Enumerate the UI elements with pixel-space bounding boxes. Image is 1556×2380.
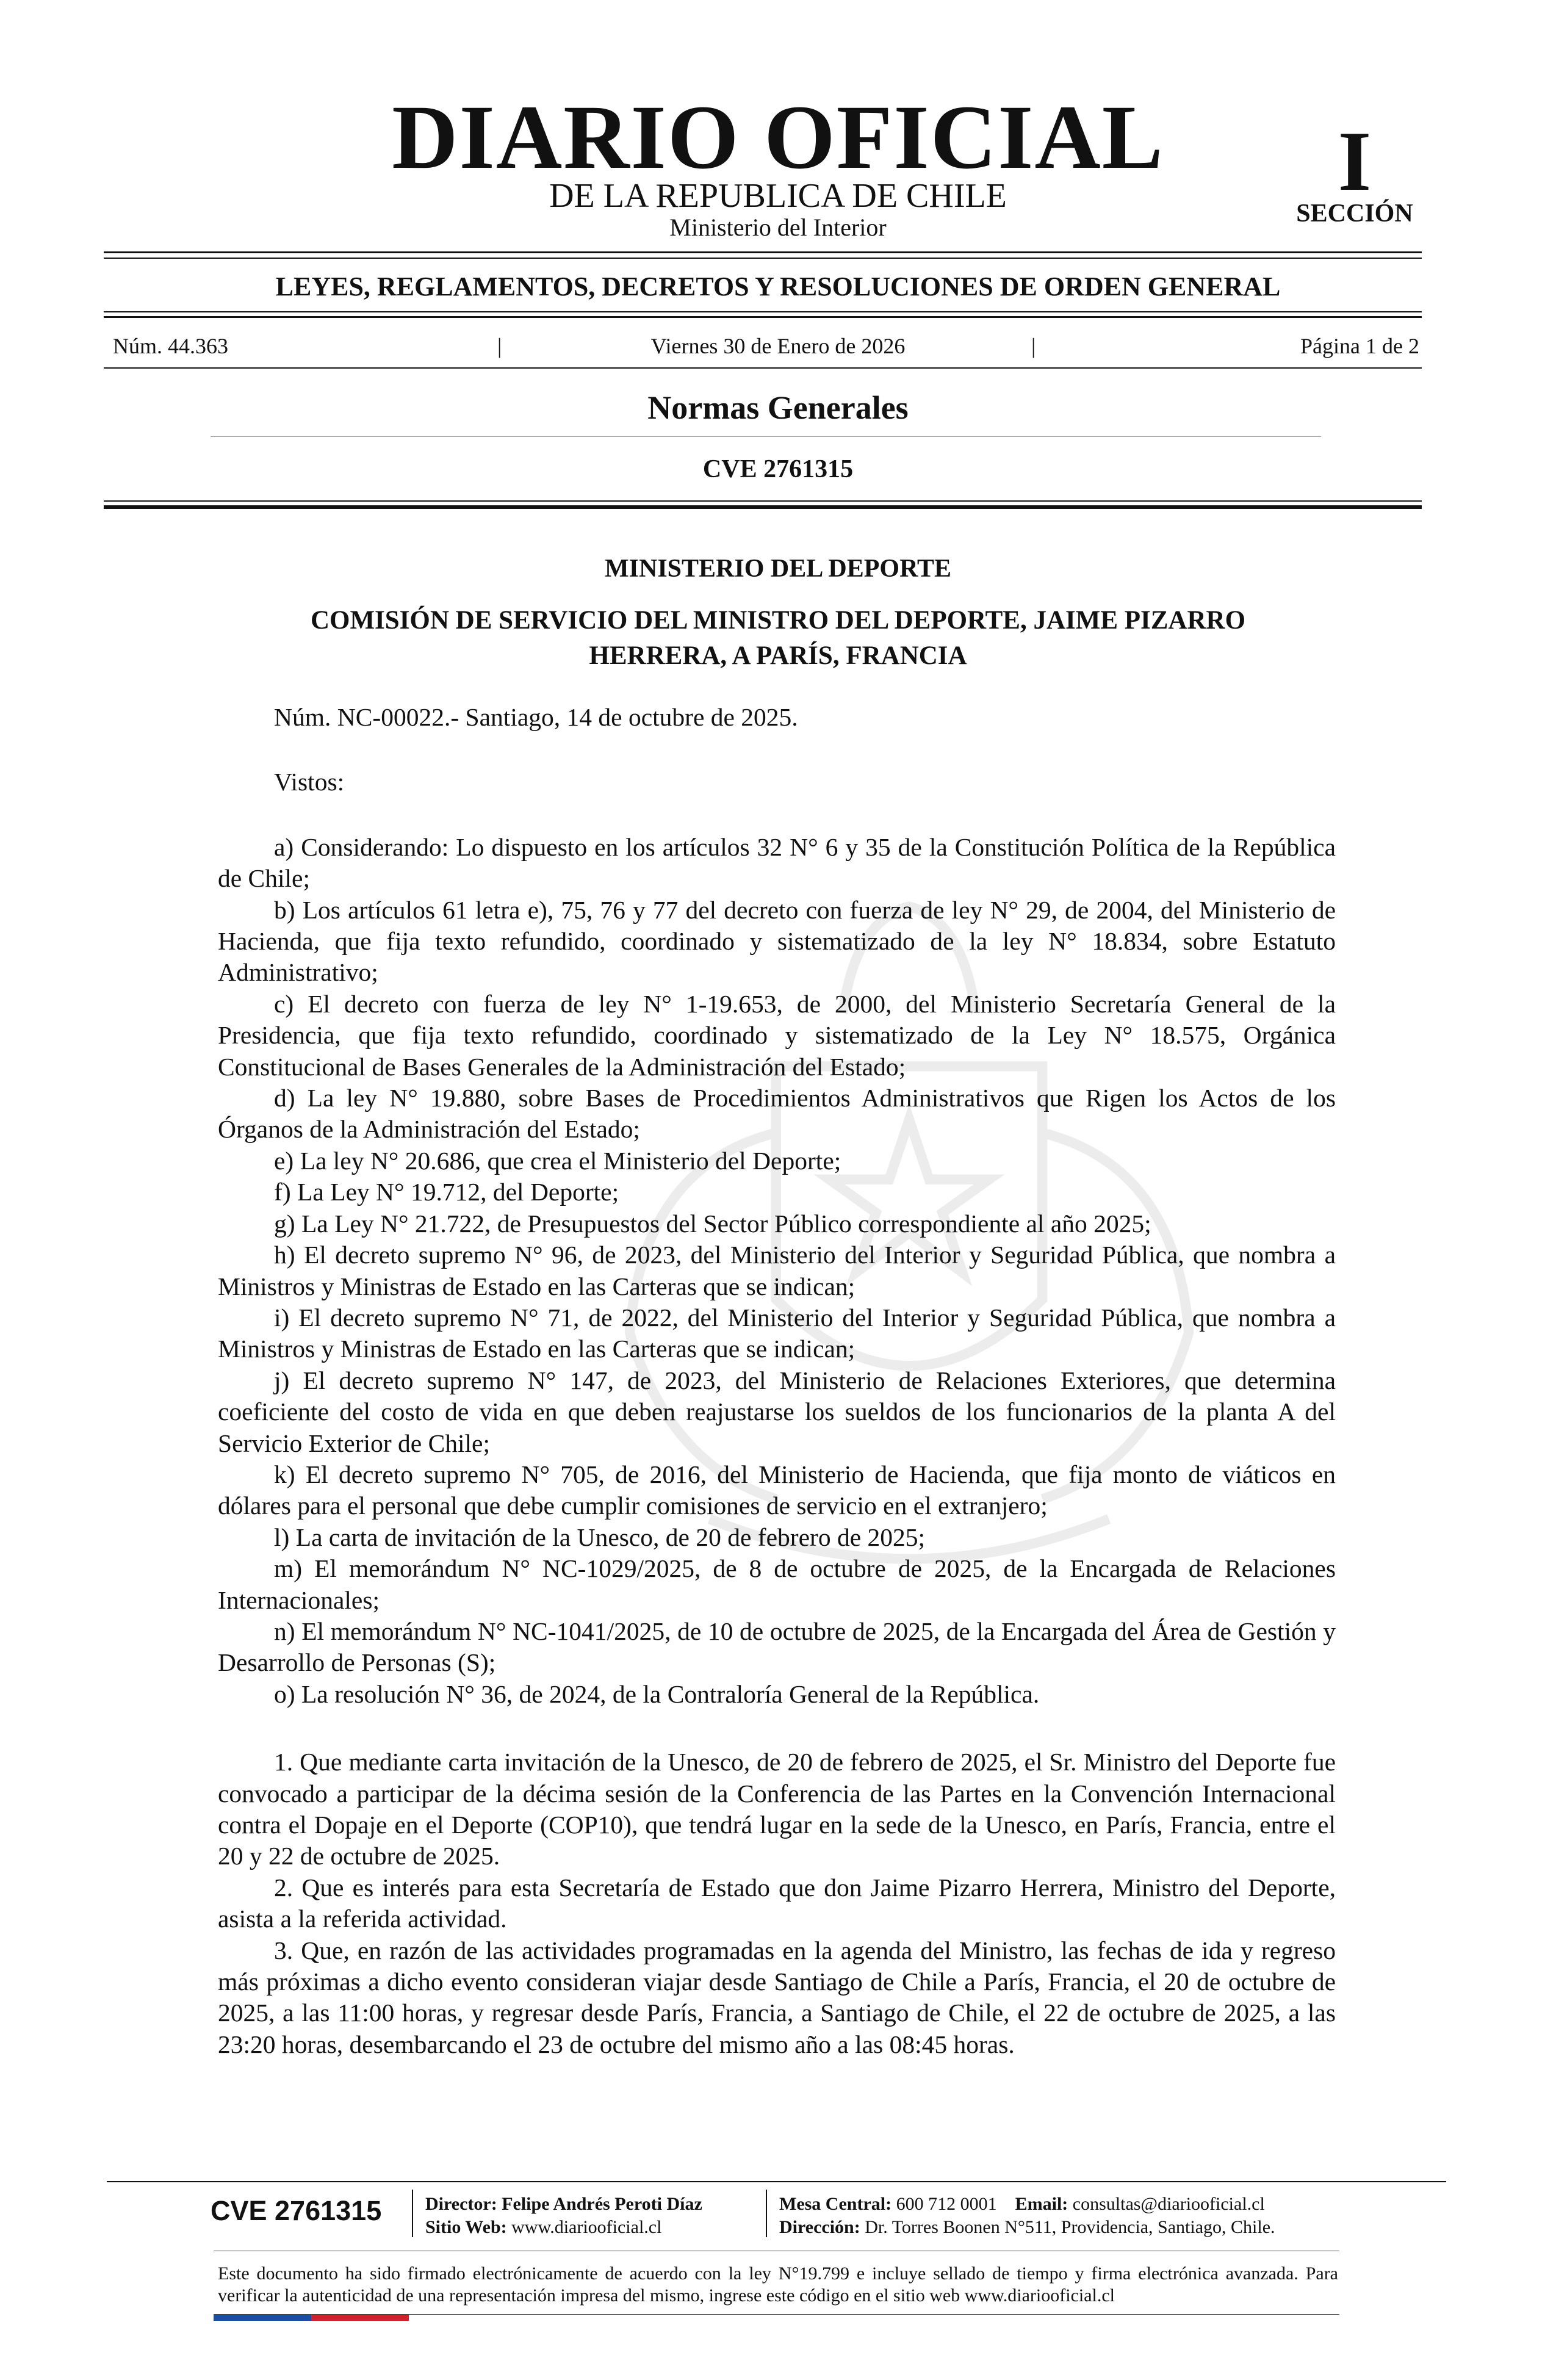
masthead-subtitle: DE LA REPUBLICA DE CHILE bbox=[549, 177, 1007, 215]
considerando-item: 2. Que es interés para esta Secretaría de Estado que don Jaime Pizarro Herrera, Ministro del Deporte, asista a la referida actividad. bbox=[218, 1873, 1336, 1933]
banner-rule-thin bbox=[104, 311, 1422, 312]
legal-notice: Este documento ha sido firmado electrónicamente de acuerdo con la ley N°19.799 e incluye sellado de tiempo y firma electrónica avanzada. Para verificar la autenticidad de una representación impresa del mismo, ingrese este código en el sitio web www.diariooficial.cl bbox=[218, 2263, 1338, 2306]
decree-title: COMISIÓN DE SERVICIO DEL MINISTRO DEL DEPORTE, JAIME PIZARRO HERRERA, A PARÍS, FRANCIA bbox=[310, 606, 1246, 670]
section-label: SECCIÓN bbox=[1296, 200, 1413, 228]
vistos-label: Vistos: bbox=[274, 768, 345, 796]
meta-separator: | bbox=[497, 334, 502, 358]
masthead-ministry: Ministerio del Interior bbox=[669, 214, 887, 241]
director-name: Felipe Andrés Peroti Díaz bbox=[502, 2194, 702, 2214]
flag-stripe bbox=[214, 2315, 409, 2321]
considerando-item: 3. Que, en razón de las actividades programadas en la agenda del Ministro, las fechas de ida y regreso más próximas a dicho evento consideran viajar desde Santiago de Chile a París, Francia, el 20 de octubre de 2025, a las 11:00 horas, y regresar desde París, Francia, a Santiago de Chile, el 22 de octubre de 2025, a las 23:20 horas, desembarcando el 23 de octubre del mismo año a las 08:45 horas. bbox=[218, 1936, 1336, 2058]
vistos-item: m) El memorándum N° NC-1029/2025, de 8 de octubre de 2025, de la Encargada de Relaciones Internacionales; bbox=[218, 1554, 1336, 1614]
cve-rule bbox=[104, 505, 1422, 509]
vistos-item: j) El decreto supremo N° 147, de 2023, del Ministerio de Relaciones Exteriores, que determina coeficiente del costo de vida en que deben reajustarse los sueldos de los funcionarios de la planta A del Servicio Exterior de Chile; bbox=[218, 1366, 1336, 1457]
vistos-item: d) La ley N° 19.880, sobre Bases de Procedimientos Administrativos que Rigen los Actos de los Órganos de la Administración del Estado; bbox=[218, 1084, 1336, 1144]
vistos-item: k) El decreto supremo N° 705, de 2016, del Ministerio de Hacienda, que fija monto de viáticos en dólares para el personal que debe cumplir comisiones de servicio en el extranjero; bbox=[218, 1460, 1336, 1520]
vistos-item: b) Los artículos 61 letra e), 75, 76 y 77 del decreto con fuerza de ley N° 29, de 2004, del Ministerio de Hacienda, que fija texto refundido, coordinado y sistematizado de la ley N° 18.834, sobre Estatuto Administrativo; bbox=[218, 895, 1336, 987]
phone-number: 600 712 0001 bbox=[896, 2194, 997, 2214]
address-label: Dirección: bbox=[779, 2217, 860, 2237]
meta-rule bbox=[104, 367, 1422, 369]
section-banner: LEYES, REGLAMENTOS, DECRETOS Y RESOLUCIONES DE ORDEN GENERAL bbox=[275, 272, 1281, 301]
section-title-rule bbox=[211, 436, 1321, 437]
footer-divider bbox=[766, 2190, 767, 2237]
masthead: DIARIO OFICIAL bbox=[392, 87, 1164, 188]
vistos-item: f) La Ley N° 19.712, del Deporte; bbox=[274, 1178, 619, 1206]
footer-cve-code: CVE 2761315 bbox=[211, 2195, 382, 2226]
page-indicator: Página 1 de 2 bbox=[1300, 334, 1419, 358]
header-rule-top bbox=[104, 251, 1422, 253]
footer-contact-left bbox=[425, 2193, 702, 2239]
footer-divider bbox=[412, 2190, 413, 2237]
document-body bbox=[218, 702, 1336, 2060]
banner-rule bbox=[104, 316, 1422, 318]
vistos-item: l) La carta de invitación de la Unesco, de 20 de febrero de 2025; bbox=[274, 1523, 926, 1551]
address-text: Dr. Torres Boonen N°511, Providencia, Santiago, Chile. bbox=[865, 2217, 1275, 2237]
flag-stripe-red bbox=[311, 2315, 409, 2321]
cve-rule-thin bbox=[104, 500, 1422, 502]
vistos-item: c) El decreto con fuerza de ley N° 1-19.653, de 2000, del Ministerio Secretaría General de la Presidencia, que fija texto refundido, coordinado y sistematizado de la Ley N° 18.575, Orgánica Constitucional de Bases Generales de la Administración del Estado; bbox=[218, 989, 1336, 1081]
site-label: Sitio Web: bbox=[425, 2217, 507, 2237]
cve-code: CVE 2761315 bbox=[702, 455, 854, 483]
issue-date: Viernes 30 de Enero de 2026 bbox=[650, 334, 906, 358]
vistos-item: i) El decreto supremo N° 71, de 2022, del Ministerio del Interior y Seguridad Pública, que nombra a Ministros y Ministras de Estado en las Carteras que se indican; bbox=[218, 1303, 1336, 1363]
ministry-title: MINISTERIO DEL DEPORTE bbox=[605, 555, 951, 583]
vistos-item: n) El memorándum N° NC-1041/2025, de 10 de octubre de 2025, de la Encargada del Área de Gestión y Desarrollo de Personas (S); bbox=[218, 1617, 1336, 1677]
email-label: Email: bbox=[1015, 2194, 1068, 2214]
section-title: Normas Generales bbox=[647, 389, 909, 426]
vistos-item: h) El decreto supremo N° 96, de 2023, del Ministerio del Interior y Seguridad Pública, que nombra a Ministros y Ministras de Estado en las Carteras que se indican; bbox=[218, 1241, 1336, 1300]
vistos-item: g) La Ley N° 21.722, de Presupuestos del Sector Público correspondiente al año 2025; bbox=[274, 1209, 1151, 1238]
flag-stripe-blue bbox=[214, 2315, 311, 2321]
email-link[interactable]: consultas@diariooficial.cl bbox=[1072, 2194, 1265, 2214]
vistos-item: o) La resolución N° 36, de 2024, de la Contraloría General de la República. bbox=[274, 1679, 1040, 1708]
issue-number: Núm. 44.363 bbox=[113, 334, 228, 358]
vistos-item: e) La ley N° 20.686, que crea el Ministerio del Deporte; bbox=[274, 1146, 841, 1175]
phone-label: Mesa Central: bbox=[779, 2194, 892, 2214]
director-label: Director: bbox=[425, 2194, 497, 2214]
footer-contact-right bbox=[779, 2193, 1275, 2239]
footer-rule bbox=[107, 2181, 1446, 2182]
meta-separator: | bbox=[1031, 334, 1036, 358]
considerando-item: 1. Que mediante carta invitación de la Unesco, de 20 de febrero de 2025, el Sr. Ministro del Deporte fue convocado a participar de la décima sesión de la Conferencia de las Partes en la Convención Internacional contra el Dopaje en el Deporte (COP10), que tendrá lugar en la sede de la Unesco, en París, Francia, entre el 20 y 22 de octubre de 2025. bbox=[218, 1748, 1336, 1870]
section-number: I bbox=[1338, 114, 1372, 209]
vistos-item: a) Considerando: Lo dispuesto en los artículos 32 N° 6 y 35 de la Constitución Política de la República de Chile; bbox=[218, 832, 1336, 893]
header-rule-top-thin bbox=[104, 258, 1422, 259]
decree-number-line: Núm. NC-00022.- Santiago, 14 de octubre de 2025. bbox=[274, 703, 798, 731]
site-link[interactable]: www.diariooficial.cl bbox=[511, 2217, 662, 2237]
